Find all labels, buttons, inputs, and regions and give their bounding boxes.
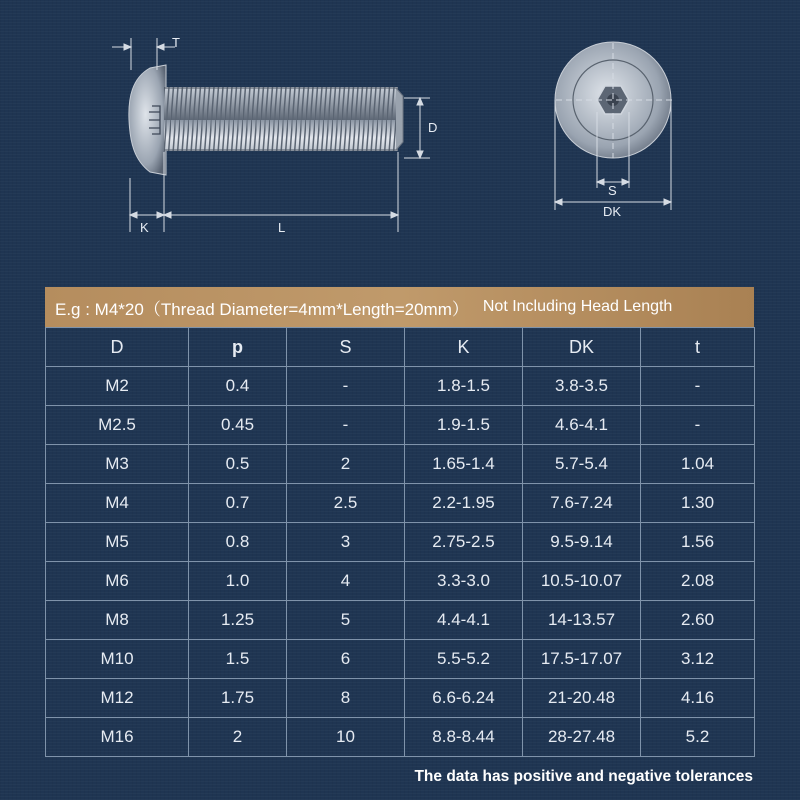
cell-k: 5.5-5.2 [405, 640, 523, 679]
cell-s: - [287, 406, 405, 445]
cell-t: 2.60 [641, 601, 755, 640]
cell-p: 0.7 [189, 484, 287, 523]
cell-d: M3 [46, 445, 189, 484]
example-banner [45, 287, 754, 327]
label-l: L [278, 220, 286, 235]
cell-t: - [641, 406, 755, 445]
cell-dk: 3.8-3.5 [523, 367, 641, 406]
table-row [46, 601, 755, 640]
cell-s: 6 [287, 640, 405, 679]
cell-t: 3.12 [641, 640, 755, 679]
table-row [46, 640, 755, 679]
cell-d: M16 [46, 718, 189, 757]
cell-s: 4 [287, 562, 405, 601]
label-t: T [172, 35, 180, 50]
cell-t: 1.56 [641, 523, 755, 562]
cell-s: 2.5 [287, 484, 405, 523]
cell-dk: 10.5-10.07 [523, 562, 641, 601]
cell-k: 4.4-4.1 [405, 601, 523, 640]
label-k: K [140, 220, 149, 235]
screw-dimension-diagram [0, 0, 800, 270]
cell-p: 0.4 [189, 367, 287, 406]
cell-dk: 17.5-17.07 [523, 640, 641, 679]
cell-p: 2 [189, 718, 287, 757]
cell-dk: 21-20.48 [523, 679, 641, 718]
cell-p: 0.8 [189, 523, 287, 562]
table-row [46, 562, 755, 601]
cell-s: 2 [287, 445, 405, 484]
table-row [46, 445, 755, 484]
table-row [46, 406, 755, 445]
cell-t: 1.04 [641, 445, 755, 484]
cell-s: 5 [287, 601, 405, 640]
cell-k: 2.2-1.95 [405, 484, 523, 523]
cell-d: M6 [46, 562, 189, 601]
table-header-row [46, 328, 755, 367]
header-d: D [46, 328, 189, 367]
cell-t: 4.16 [641, 679, 755, 718]
dimension-spec-table [45, 327, 755, 757]
table-row [46, 367, 755, 406]
cell-t: - [641, 367, 755, 406]
cell-dk: 14-13.57 [523, 601, 641, 640]
cell-d: M10 [46, 640, 189, 679]
cell-d: M5 [46, 523, 189, 562]
label-s: S [608, 183, 617, 198]
cell-s: 10 [287, 718, 405, 757]
cell-t: 1.30 [641, 484, 755, 523]
cell-p: 0.45 [189, 406, 287, 445]
label-dk: DK [603, 204, 622, 219]
cell-d: M8 [46, 601, 189, 640]
cell-dk: 7.6-7.24 [523, 484, 641, 523]
table-row [46, 718, 755, 757]
cell-d: M2.5 [46, 406, 189, 445]
cell-k: 6.6-6.24 [405, 679, 523, 718]
table-row [46, 484, 755, 523]
cell-dk: 4.6-4.1 [523, 406, 641, 445]
cell-d: M4 [46, 484, 189, 523]
screw-top-view [555, 42, 671, 158]
cell-p: 1.25 [189, 601, 287, 640]
example-text: E.g : M4*20（Thread Diameter=4mm*Length=20mm） [55, 299, 469, 319]
table-row [46, 679, 755, 718]
cell-k: 1.8-1.5 [405, 367, 523, 406]
table-row [46, 523, 755, 562]
cell-dk: 5.7-5.4 [523, 445, 641, 484]
cell-k: 8.8-8.44 [405, 718, 523, 757]
header-k: K [405, 328, 523, 367]
cell-k: 1.9-1.5 [405, 406, 523, 445]
cell-p: 1.0 [189, 562, 287, 601]
header-p: p [189, 328, 287, 367]
tolerance-footnote: The data has positive and negative tolerances [414, 768, 753, 785]
header-s: S [287, 328, 405, 367]
header-t: t [641, 328, 755, 367]
cell-d: M2 [46, 367, 189, 406]
cell-t: 2.08 [641, 562, 755, 601]
cell-s: 8 [287, 679, 405, 718]
cell-s: - [287, 367, 405, 406]
cell-t: 5.2 [641, 718, 755, 757]
label-d: D [428, 120, 438, 135]
cell-d: M12 [46, 679, 189, 718]
header-dk: DK [523, 328, 641, 367]
cell-s: 3 [287, 523, 405, 562]
cell-k: 2.75-2.5 [405, 523, 523, 562]
cell-k: 1.65-1.4 [405, 445, 523, 484]
cell-p: 1.75 [189, 679, 287, 718]
cell-k: 3.3-3.0 [405, 562, 523, 601]
screw-side-view [129, 65, 403, 175]
cell-p: 1.5 [189, 640, 287, 679]
head-length-note: Not Including Head Length [482, 298, 673, 315]
cell-dk: 28-27.48 [523, 718, 641, 757]
cell-p: 0.5 [189, 445, 287, 484]
cell-dk: 9.5-9.14 [523, 523, 641, 562]
